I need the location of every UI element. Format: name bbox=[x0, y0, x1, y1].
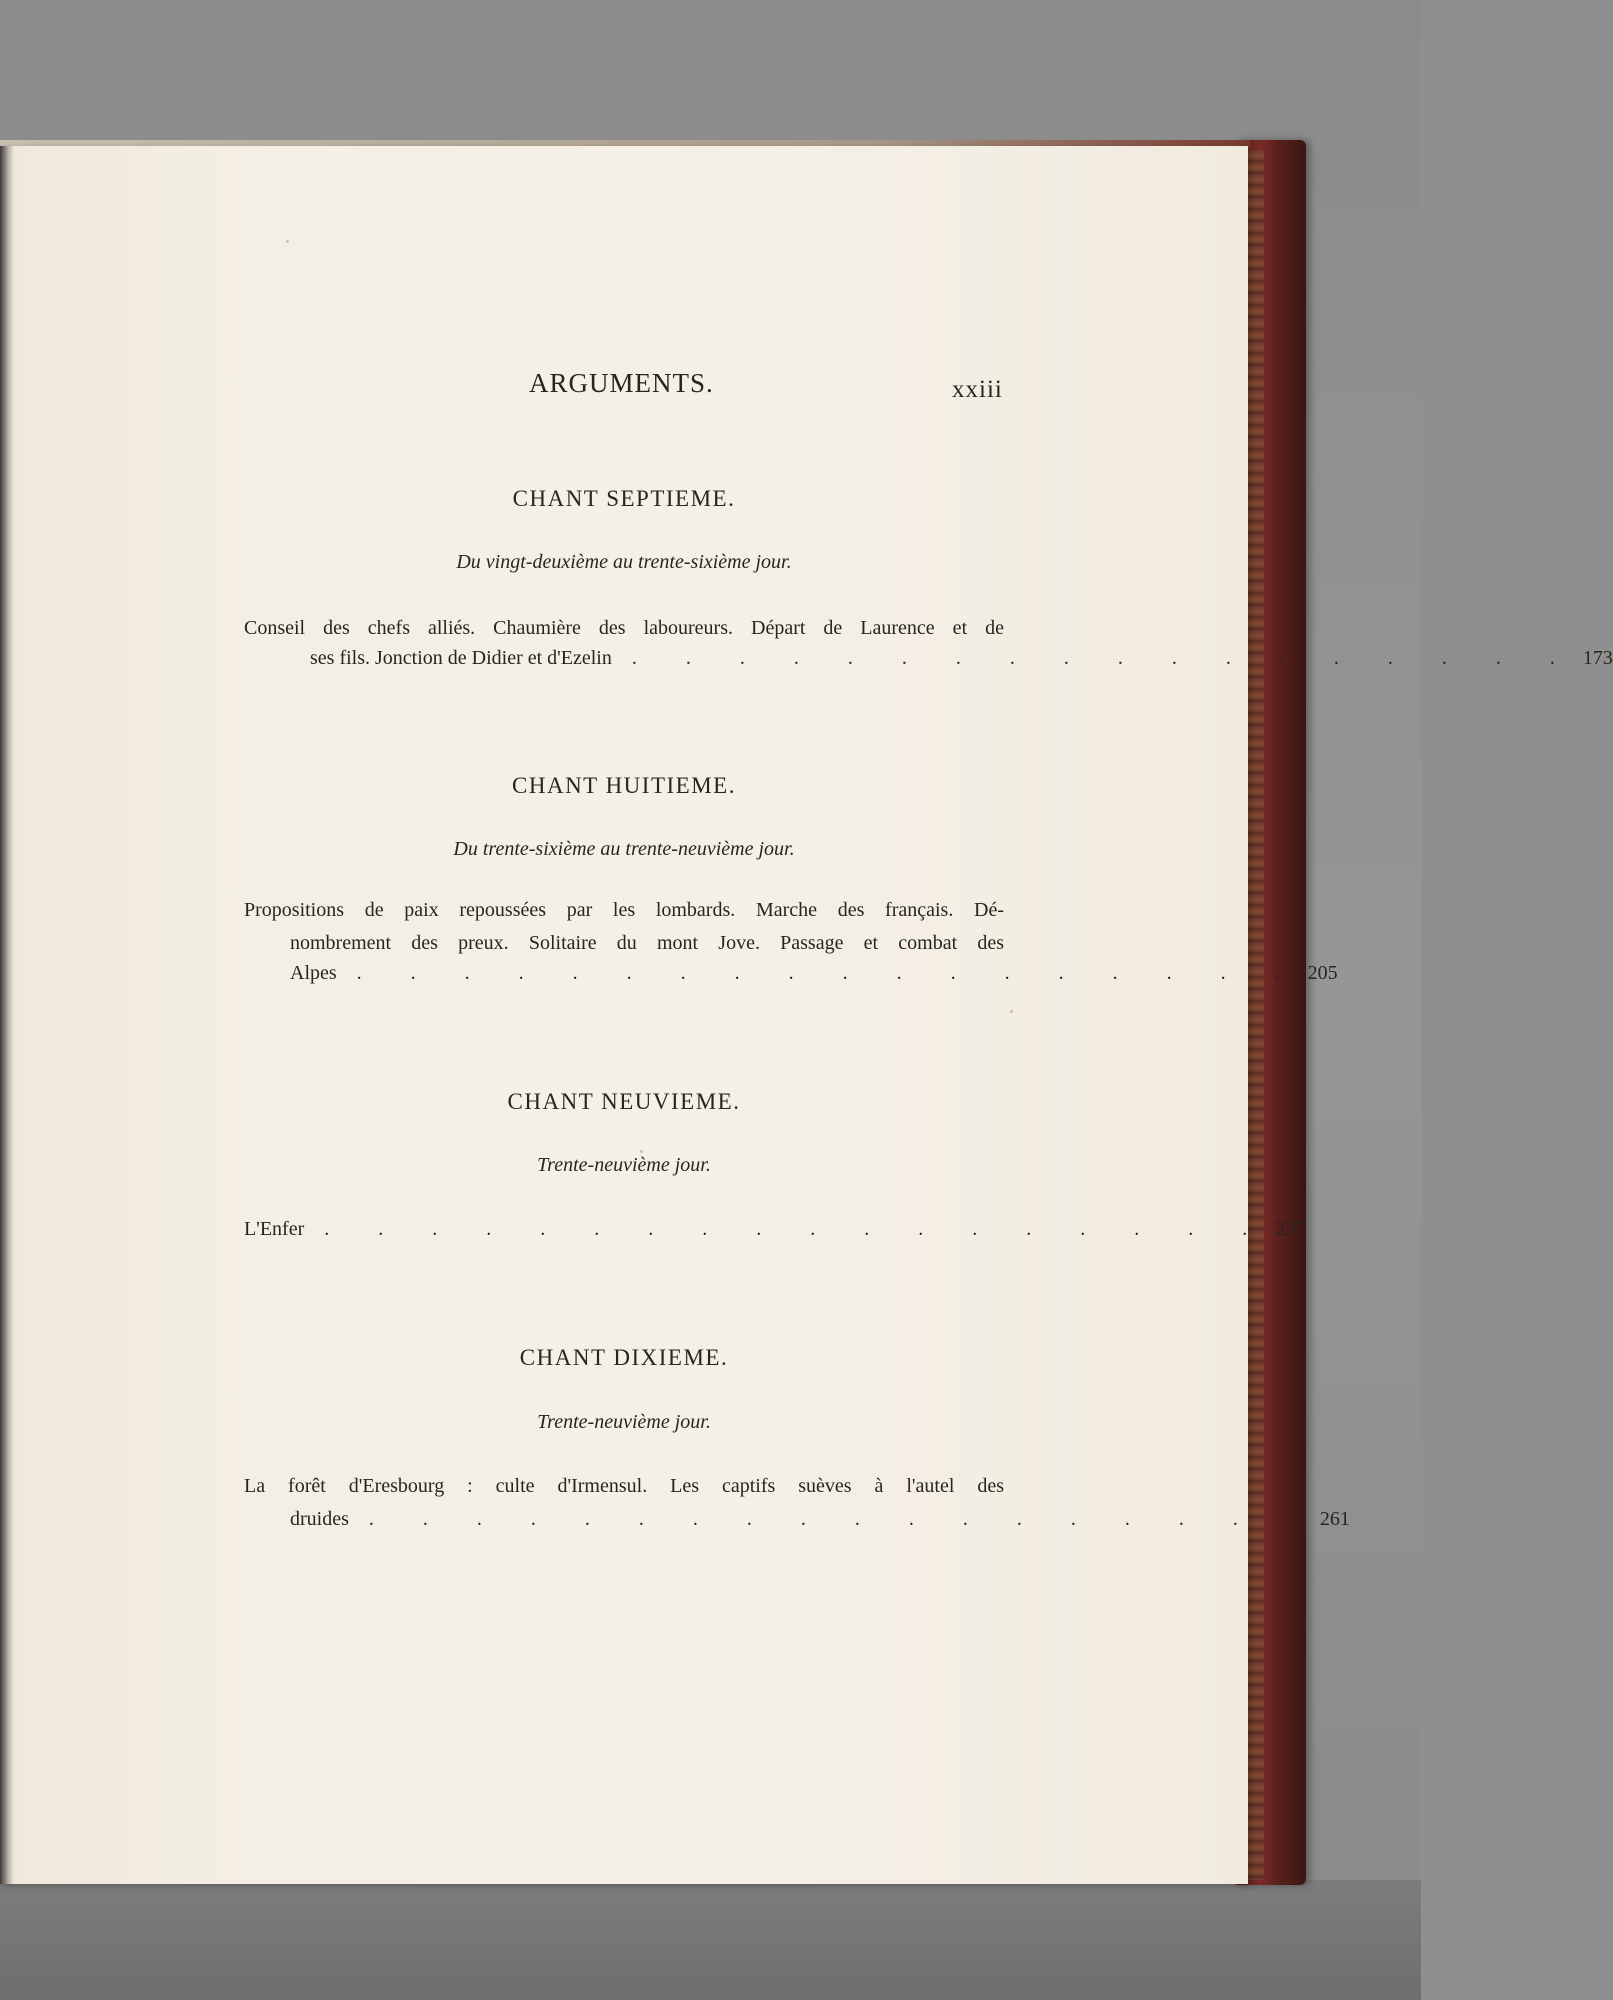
argument-line: nombrement des preux. Solitaire du mont Jove. Passage et combat des bbox=[290, 932, 1004, 954]
page-number: 173 bbox=[1582, 647, 1613, 669]
page-number: 237 bbox=[1275, 1218, 1306, 1240]
running-head: ARGUMENTS. bbox=[529, 368, 714, 398]
chant-title: CHANT DIXIEME. bbox=[519, 1345, 729, 1370]
toc-entry bbox=[290, 1508, 1350, 1531]
chant-subtitle: Trente-neuvième jour. bbox=[537, 1411, 711, 1433]
dot-leader: . . . . . . . . . . . . . . . . . . bbox=[631, 647, 1577, 669]
argument-line: Conseil des chefs alliés. Chaumière des laboureurs. Départ de Laurence et de bbox=[244, 617, 1004, 639]
chant-subtitle: Du vingt-deuxième au trente-sixième jour. bbox=[456, 551, 792, 573]
argument-line: Propositions de paix repoussées par les lombards. Marche des français. Dé- bbox=[244, 899, 1004, 921]
page-folio: xxiii bbox=[952, 376, 1003, 403]
chant-subtitle: Du trente-sixième au trente-neuvième jour. bbox=[453, 838, 795, 860]
book-spine-edge bbox=[1248, 150, 1264, 1880]
dot-leader: . . . . . . . . . . . . . . . . . . bbox=[324, 1218, 1270, 1240]
page-number: 261 bbox=[1319, 1508, 1350, 1530]
paper-speck bbox=[286, 240, 289, 243]
toc-entry bbox=[310, 647, 1613, 670]
chant-title: CHANT HUITIEME. bbox=[512, 773, 736, 798]
chant-subtitle: Trente-neuvième jour. bbox=[537, 1154, 711, 1176]
toc-entry bbox=[290, 962, 1338, 985]
entry-text: ses fils. Jonction de Didier et d'Ezelin bbox=[310, 647, 612, 669]
dot-leader: . . . . . . . . . . . . . . . . . . bbox=[368, 1508, 1314, 1530]
page-number: 205 bbox=[1307, 962, 1338, 984]
book-page bbox=[0, 146, 1248, 1884]
chant-title: CHANT SEPTIEME. bbox=[512, 486, 736, 511]
paper-speck bbox=[640, 1150, 643, 1153]
paper-speck bbox=[1010, 1010, 1013, 1013]
dot-leader: . . . . . . . . . . . . . . . . . . bbox=[356, 962, 1302, 984]
page-gutter-shade bbox=[0, 146, 14, 1884]
entry-text: L'Enfer bbox=[244, 1218, 305, 1240]
toc-entry bbox=[244, 1218, 1306, 1241]
entry-text: druides bbox=[290, 1508, 349, 1530]
desk-shadow bbox=[0, 1880, 1421, 2000]
entry-text: Alpes bbox=[290, 962, 337, 984]
argument-line: La forêt d'Eresbourg : culte d'Irmensul. Les captifs suèves à l'autel des bbox=[244, 1475, 1004, 1497]
chant-title: CHANT NEUVIEME. bbox=[507, 1089, 741, 1114]
